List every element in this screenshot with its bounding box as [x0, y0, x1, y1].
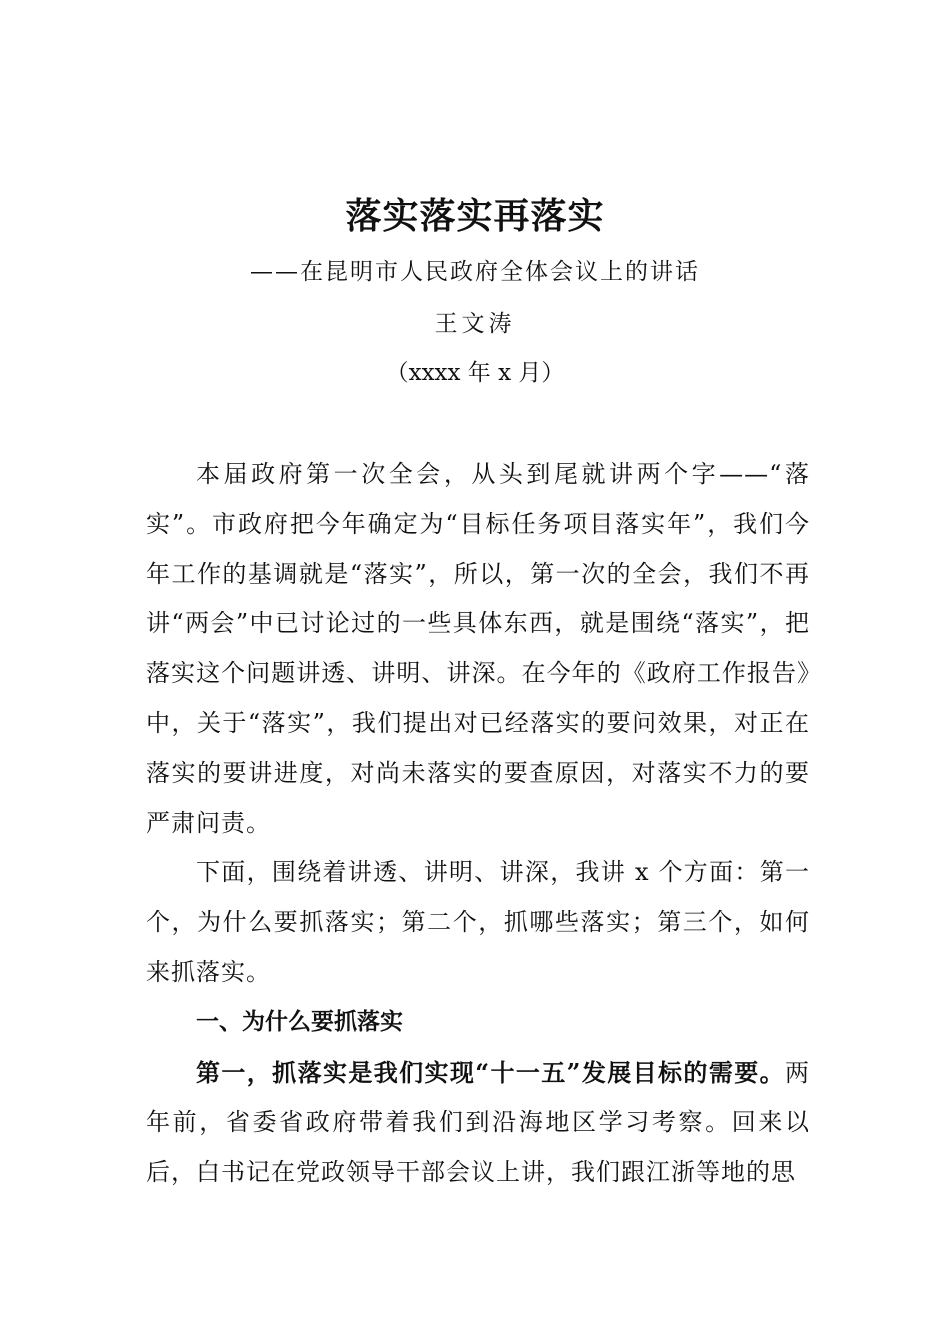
document-title: 落实落实再落实 — [345, 195, 605, 237]
document-body — [146, 450, 810, 1198]
document-subtitle: ——在昆明市人民政府全体会议上的讲话 — [250, 259, 700, 285]
paragraph-section-1 — [146, 1048, 810, 1198]
paragraph-text: 两年前，省委省政府带着我们到沿海地区学习考察。回来以后，白书记在党政领导干部会议上讲，我们跟江浙等地的思 — [146, 1058, 810, 1187]
document-author: 王文涛 — [434, 311, 516, 337]
document-date: （xxxx 年 x 月） — [385, 360, 565, 386]
paragraph-lead-bold: 第一，抓落实是我们实现“十一五”发展目标的需要。 — [196, 1057, 785, 1087]
section-heading-1: 一、为什么要抓落实 — [196, 1008, 403, 1035]
paragraph-intro: 本届政府第一次全会，从头到尾就讲两个字——“落实”。市政府把今年确定为“目标任务项目落实年”，我们今年工作的基调就是“落实”，所以，第一次的全会，我们不再讲“两会”中已讨论过的一些具体东西，就是围绕“落实”，把落实这个问题讲透、讲明、讲深。在今年的《政府工作报告》中，关于“落实”，我们提出对已经落实的要问效果，对正在落实的要讲进度，对尚未落实的要查原因，对落实不力的要严肃问责。 — [146, 460, 810, 837]
paragraph-outline: 下面，围绕着讲透、讲明、讲深，我讲 x 个方面：第一个，为什么要抓落实；第二个，抓哪些落实；第三个，如何来抓落实。 — [146, 858, 810, 986]
